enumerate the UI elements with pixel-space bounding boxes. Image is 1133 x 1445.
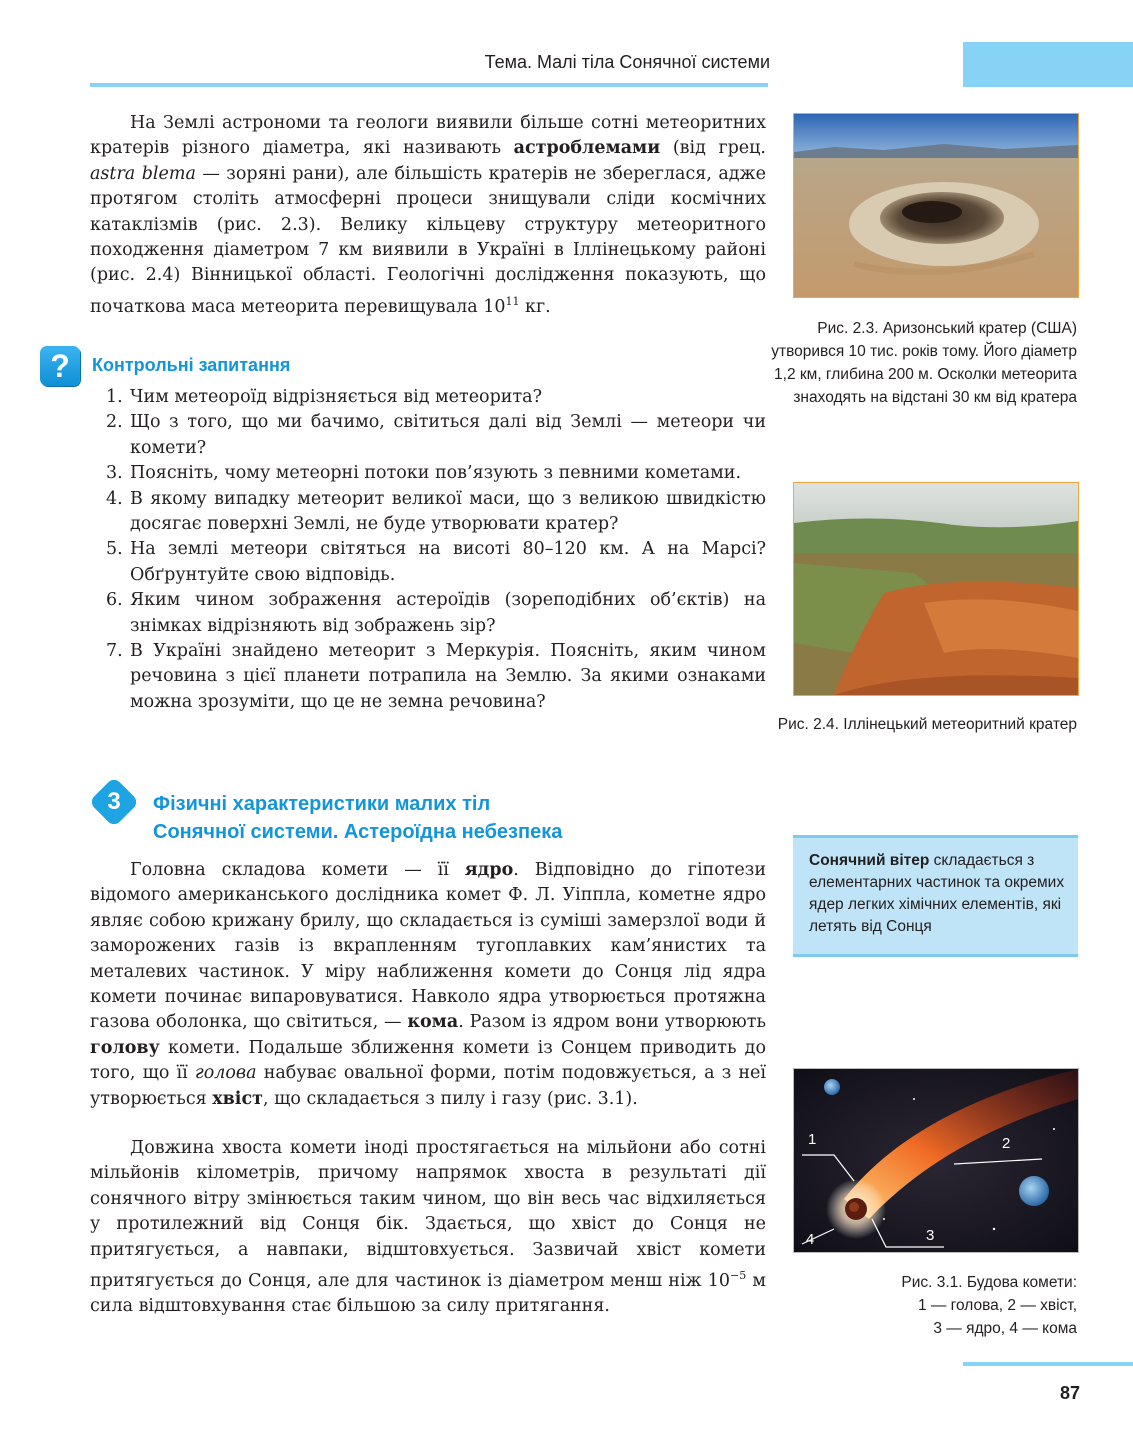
question-item: 5. На землі метеори світяться на висоті 80–120 км. А на Марсі? Обґрунтуйте свою відповідь. <box>106 539 766 585</box>
comet-label-3: 3 <box>926 1227 935 1244</box>
intro-paragraph: На Землі астрономи та геологи виявили більше сотні метеоритних кратерів різного діаметра, які називають астроблемами (від грец. astra blema — зоряні рани), але більшість кратерів не збереглася, адже протягом століть атмосферні процеси знищували сліди космічних катаклізмів (рис. 2.3). Велику кільцеву структуру метеоритного походження діаметром 7 км виявили в Україні в Іллінецькому районі (рис. 2.4) Вінницької області. Геологічні дослідження показують, що початкова маса метеорита перевищувала $10^{11}$ кг. <box>90 113 766 317</box>
arizona-crater-photo <box>793 113 1079 298</box>
question-item: 6. Яким чином зображення астероїдів (зореподібних об’єктів) на знімках відрізняють від зображень зір? <box>106 590 766 636</box>
question-item: 1. Чим метеороїд відрізняється від метеорита? <box>106 387 542 407</box>
comet-structure-paragraph: Головна складова комети — її ядро. Відповідно до гіпотези відомого американського дослідника комет Ф. Л. Уіппла, кометне ядро являє собою крижану брилу, що складається із суміші замерзлої води й заморожених газів із вкрапленням тугоплавких кам’янистих та металевих частинок. У міру наближення комети до Сонця лід ядра комети починає випаровуватися. Навколо ядра утворюється протяжна газова оболонка, що світиться, — кома. Разом із ядром вони утворюють голову комети. Подальше зближення комети із Сонцем приводить до того, що її голова набуває овальної форми, потім подовжується, а з неї утворюється хвіст, що складається з пилу і газу (рис. 3.1). <box>90 860 766 1109</box>
comet-label-2: 2 <box>1002 1135 1011 1152</box>
header-rule <box>90 83 768 87</box>
comet-tail-paragraph: Довжина хвоста комети іноді простягається на мільйони або сотні мільйонів кілометрів, причому напрямок хвоста в результаті дії сонячного вітру змінюється таким чином, що він весь час відхиляється у протилежний від Сонця бік. Здається, що хвіст до Сонця не притягується, а навпаки, відштовхується. Зазвичай хвіст комети притягується до Сонця, але для частинок із діаметром менш ніж $10^{-5}$ м сила відштовхування стає більшою за силу притягання. <box>90 1138 766 1317</box>
comet-label-4: 4 <box>806 1231 815 1248</box>
comet-structure-illustration <box>793 1068 1079 1253</box>
question-item: 4. В якому випадку метеорит великої маси, що з великою швидкістю досягає поверхні Землі, не буде утворювати кратер? <box>106 488 766 535</box>
questions-list <box>92 385 766 715</box>
question-item: 3. Поясніть, чому метеорні потоки пов’язують з певними кометами. <box>106 463 742 484</box>
section-number-badge: 3 <box>92 780 136 824</box>
header-color-block <box>963 42 1133 87</box>
figure-2-4-caption: Рис. 2.4. Іллінецький метеоритний кратер <box>777 716 1077 733</box>
term-astroblemes: астроблемами <box>513 138 661 159</box>
solar-wind-infobox: Сонячний вітер складається з елементарних частинок та окремих ядер легких хімічних елементів, які летять від Сонця <box>793 835 1078 957</box>
question-icon: ? <box>40 346 80 386</box>
running-header: Тема. Малі тіла Сонячної системи <box>484 52 770 72</box>
comet-label-1: 1 <box>808 1131 817 1148</box>
page-number: 87 <box>1059 1383 1080 1403</box>
figure-2-3-caption: Рис. 2.3. Аризонський кратер (США) утворився 10 тис. років тому. Його діаметр 1,2 км, глибина 200 м. Осколки метеорита знаходять на відстані 30 км від кратера <box>771 320 1077 406</box>
figure-3-1-caption: Рис. 3.1. Будова комети: 1 — голова, 2 — хвіст, 3 — ядро, 4 — кома <box>901 1274 1077 1337</box>
questions-heading: Контрольні запитання <box>92 355 291 375</box>
illintsi-crater-photo <box>793 482 1079 696</box>
footer-rule <box>963 1362 1133 1366</box>
question-item: 7. В Україні знайдено метеорит з Меркурія. Поясніть, яким чином речовина з цієї планети потрапила на Землю. За якими ознаками можна зрозуміти, що це не земна речовина? <box>106 641 766 712</box>
question-item: 2. Що з того, що ми бачимо, світиться далі від Землі — метеори чи комети? <box>106 412 766 458</box>
section-title: Фізичні характеристики малих тіл Сонячної системи. Астероїдна небезпека <box>153 793 563 843</box>
